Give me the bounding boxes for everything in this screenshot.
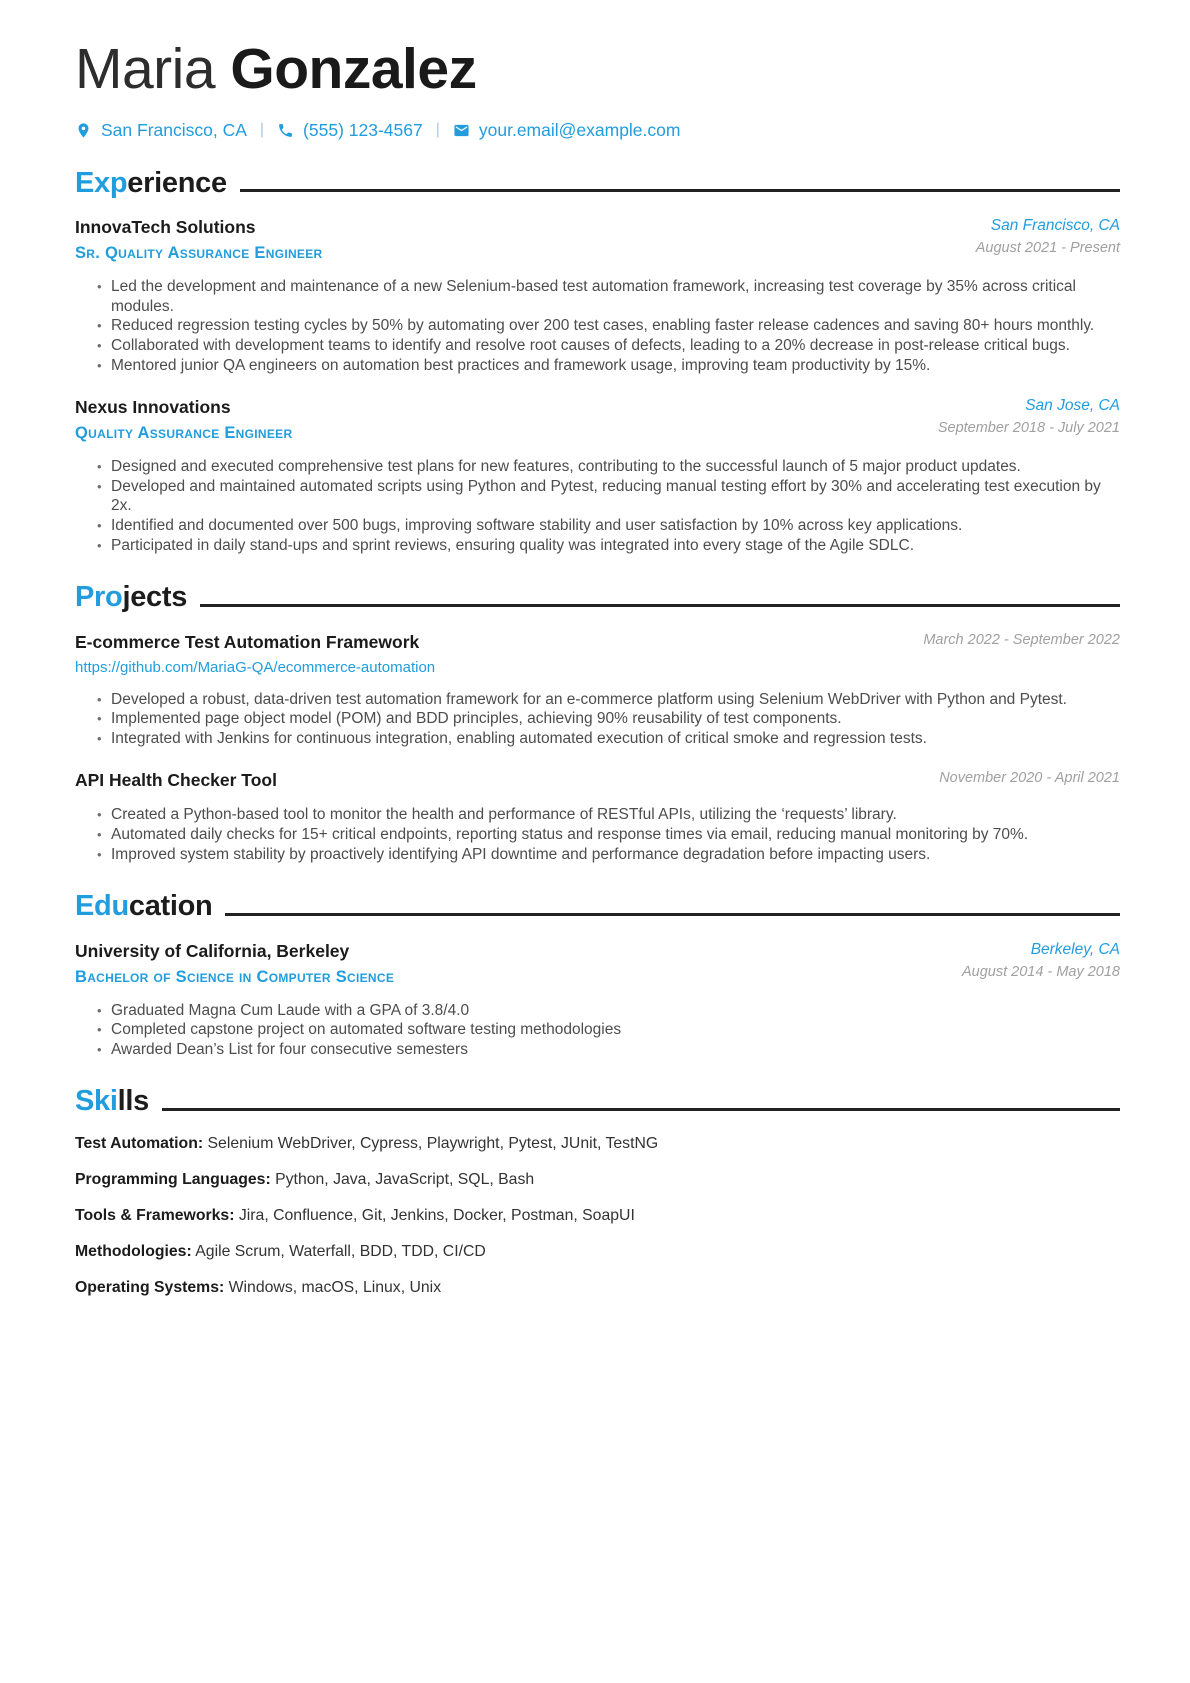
last-name: Gonzalez (230, 37, 477, 101)
heading-accent: Edu (75, 890, 129, 923)
contact-location (75, 120, 247, 141)
skill-values: Selenium WebDriver, Cypress, Playwright, Pytest, JUnit, TestNG (207, 1134, 659, 1152)
bullet-item: • Graduated Magna Cum Laude with a GPA of 3.8/4.0 (111, 1001, 1120, 1021)
location-text: San Francisco, CA (101, 119, 247, 140)
job-dates: September 2018 - July 2021 (937, 420, 1120, 437)
experience-heading (75, 168, 1120, 198)
bullet-item: • Led the development and maintenance of a new Selenium-based test automation framework, increasing test coverage by 35% across critical modules. (111, 277, 1120, 316)
job-bullets (75, 457, 1120, 555)
skill-values: Python, Java, JavaScript, SQL, Bash (275, 1170, 535, 1188)
bullet-item: • Designed and executed comprehensive test plans for new features, contributing to the successful launch of 5 major product updates. (111, 457, 1120, 477)
bullet-item: • Completed capstone project on automated software testing methodologies (111, 1020, 1120, 1040)
heading-rest: jects (122, 581, 188, 614)
heading-accent: Ski (75, 1085, 118, 1118)
project-name: API Health Checker Tool (75, 770, 277, 791)
job-entry (75, 397, 1120, 555)
skill-line (75, 1171, 1120, 1189)
skill-values: Agile Scrum, Waterfall, BDD, TDD, CI/CD (195, 1242, 486, 1260)
education-heading (75, 891, 1120, 921)
bullet-item: • Automated daily checks for 15+ critical endpoints, reporting status and response times via email, reducing manual monitoring by 70%. (111, 825, 1120, 845)
education-bullets (75, 1001, 1120, 1060)
bullet-item: • Mentored junior QA engineers on automation best practices and framework usage, improving team productivity by 15%. (111, 356, 1120, 376)
heading-rest: lls (117, 1085, 149, 1118)
skill-category: Programming Languages: (75, 1170, 271, 1188)
contact-separator: | (435, 121, 440, 139)
job-bullets (75, 277, 1120, 375)
heading-rule (200, 604, 1120, 607)
project-entry (75, 770, 1120, 864)
bullet-item: • Collaborated with development teams to identify and resolve root causes of defects, leading to a 20% decrease in post-release critical bugs. (111, 336, 1120, 356)
education-entry (75, 941, 1120, 1060)
bullet-item: • Integrated with Jenkins for continuous integration, enabling automated execution of critical smoke and regression tests. (111, 729, 1120, 749)
section-projects (75, 582, 1120, 864)
skill-category: Operating Systems: (75, 1278, 225, 1296)
school-name: University of California, Berkeley (75, 940, 350, 961)
heading-rule (225, 913, 1120, 916)
degree-name: Bachelor of Science in Computer Science (75, 967, 395, 986)
skill-values: Jira, Confluence, Git, Jenkins, Docker, Postman, SoapUI (238, 1206, 635, 1224)
heading-rest: erience (127, 166, 227, 199)
project-dates: March 2022 - September 2022 (923, 631, 1120, 648)
project-link[interactable]: https://github.com/MariaG-QA/ecommerce-automation (75, 658, 436, 676)
job-location: San Jose, CA (1025, 397, 1120, 415)
bullet-item: • Developed a robust, data-driven test automation framework for an e-commerce platform using Selenium WebDriver with Python and Pytest. (111, 690, 1120, 710)
contact-row (75, 120, 1120, 141)
heading-accent: Exp (75, 166, 128, 199)
project-name: E-commerce Test Automation Framework (75, 631, 420, 652)
job-dates: August 2021 - Present (975, 240, 1120, 257)
email-text[interactable]: your.email@example.com (478, 119, 681, 140)
skill-category: Test Automation: (75, 1134, 204, 1152)
company-name: Nexus Innovations (75, 397, 231, 418)
skill-category: Tools & Frameworks: (75, 1206, 235, 1224)
phone-icon (277, 122, 294, 139)
phone-text: (555) 123-4567 (303, 119, 423, 140)
school-location: Berkeley, CA (1030, 940, 1120, 958)
education-dates: August 2014 - May 2018 (962, 963, 1120, 980)
company-name: InnovaTech Solutions (75, 217, 256, 238)
job-title: Quality Assurance Engineer (75, 424, 293, 443)
heading-rule (162, 1108, 1120, 1111)
bullet-item: • Reduced regression testing cycles by 50% by automating over 200 test cases, enabling faster release cadences and saving 80+ hours monthly. (111, 316, 1120, 336)
heading-rule (240, 189, 1120, 192)
bullet-item: • Developed and maintained automated scripts using Python and Pytest, reducing manual testing effort by 30% and accelerating test execution by 2x. (111, 477, 1120, 516)
heading-accent: Pro (75, 581, 123, 614)
project-bullets (75, 690, 1120, 749)
skill-line (75, 1279, 1120, 1297)
contact-phone (277, 120, 423, 141)
location-pin-icon (75, 122, 92, 139)
first-name: Maria (75, 37, 216, 101)
project-bullets (75, 805, 1120, 864)
skill-line (75, 1243, 1120, 1261)
skill-category: Methodologies: (75, 1242, 192, 1260)
contact-email[interactable] (453, 120, 681, 141)
section-experience (75, 168, 1120, 555)
job-entry (75, 217, 1120, 375)
skill-line (75, 1135, 1120, 1153)
contact-separator: | (259, 121, 265, 139)
heading-rest: cation (128, 890, 213, 923)
section-education (75, 891, 1120, 1059)
envelope-icon (453, 122, 470, 139)
skill-values: Windows, macOS, Linux, Unix (228, 1278, 442, 1296)
job-location: San Francisco, CA (990, 217, 1120, 235)
skill-line (75, 1207, 1120, 1225)
bullet-item: • Implemented page object model (POM) and BDD principles, achieving 90% reusability of test components. (111, 709, 1120, 729)
bullet-item: • Improved system stability by proactively identifying API downtime and performance degradation before impacting users. (111, 845, 1120, 865)
bullet-item: • Identified and documented over 500 bugs, improving software stability and user satisfaction by 10% across key applications. (111, 516, 1120, 536)
bullet-item: • Created a Python-based tool to monitor the health and performance of RESTful APIs, utilizing the ‘requests’ library. (111, 805, 1120, 825)
candidate-name (75, 37, 1120, 101)
bullet-item: • Participated in daily stand-ups and sprint reviews, ensuring quality was integrated into every stage of the Agile SDLC. (111, 536, 1120, 556)
project-dates: November 2020 - April 2021 (939, 770, 1120, 787)
section-skills (75, 1086, 1120, 1296)
bullet-item: • Awarded Dean’s List for four consecutive semesters (111, 1040, 1120, 1060)
job-title: Sr. Quality Assurance Engineer (75, 244, 323, 263)
project-entry (75, 632, 1120, 749)
skills-heading (75, 1086, 1120, 1116)
projects-heading (75, 582, 1120, 612)
